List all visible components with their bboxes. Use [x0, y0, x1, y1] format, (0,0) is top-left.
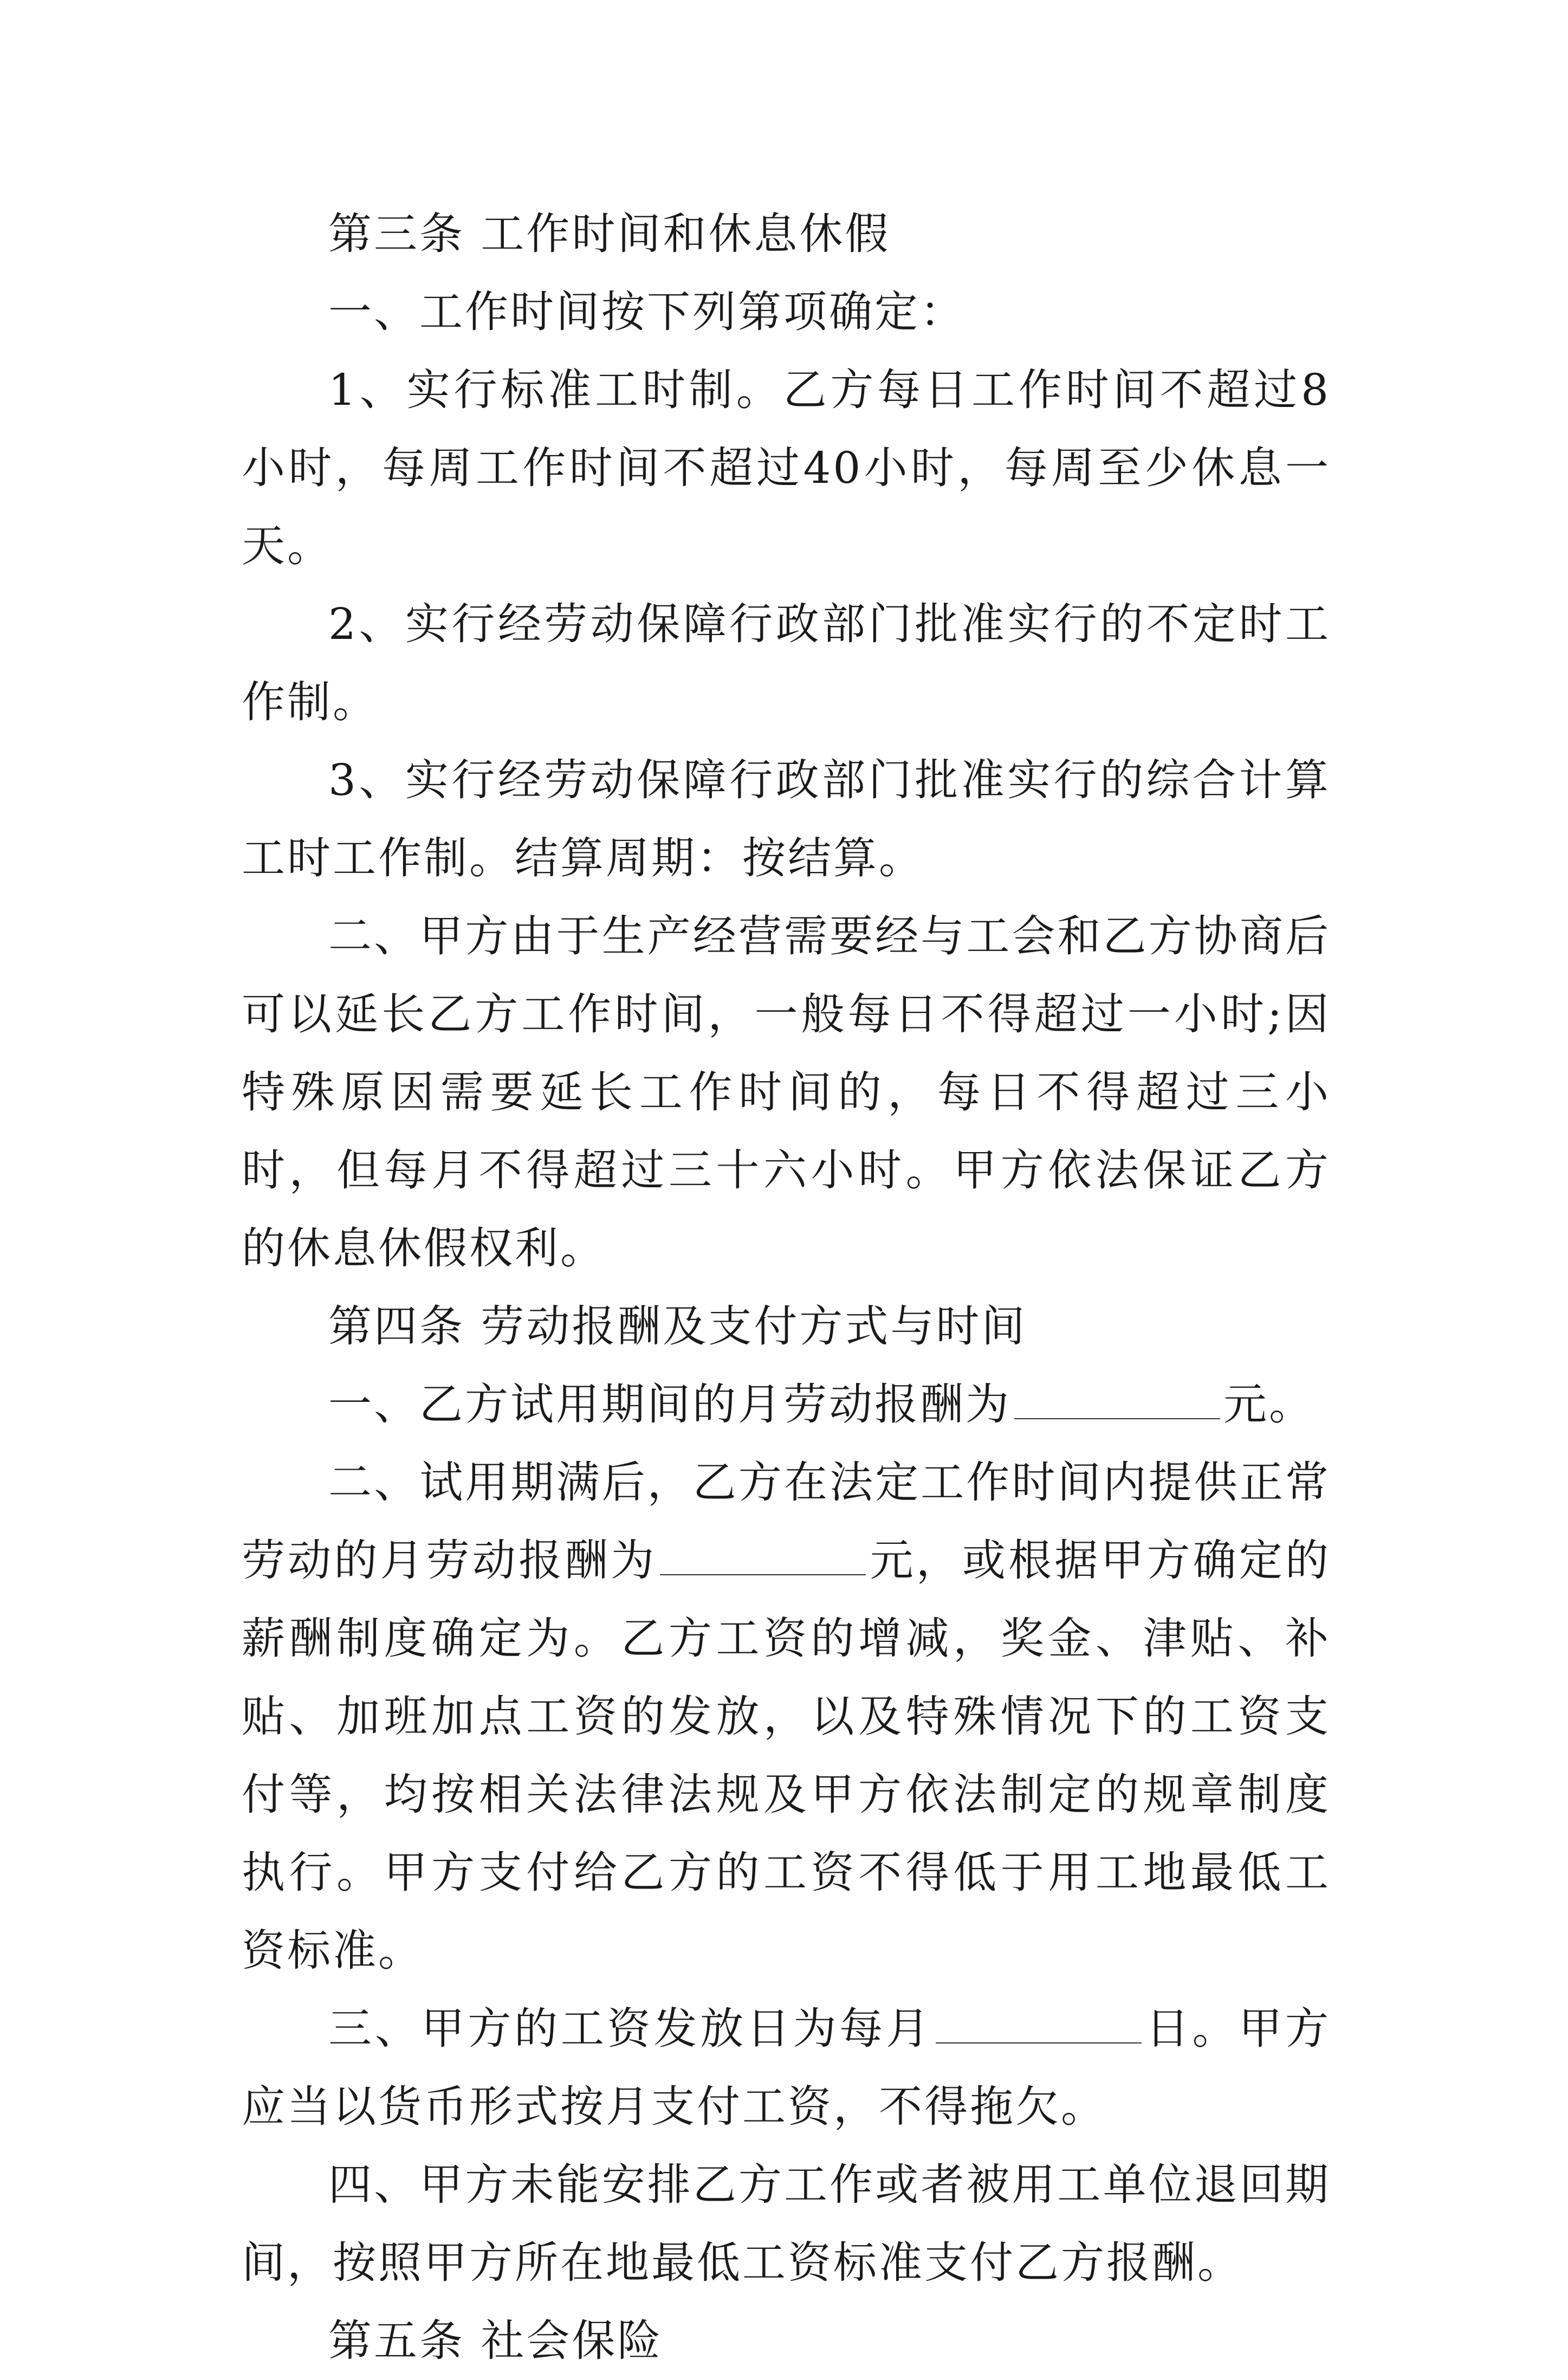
article-3-clause-1-item-3: 3、实行经劳动保障行政部门批准实行的综合计算工时工作制。结算周期：按结算。	[242, 755, 1331, 883]
regular-salary-blank[interactable]	[660, 1542, 866, 1575]
article-4-clause-3-text-before: 三、甲方的工资发放日为每月	[328, 2003, 932, 2054]
article-4-clause-3-text-after: 日。甲方应当以货币形式按月支付工资，不得拖欠。	[242, 2003, 1331, 2132]
article-4-clause-2	[242, 1444, 1331, 1990]
article-4-clause-4: 四、甲方未能安排乙方工作或者被用工单位退回期间，按照甲方所在地最低工资标准支付乙方报酬。	[242, 2159, 1331, 2288]
trial-salary-blank[interactable]	[1014, 1386, 1220, 1419]
payday-blank[interactable]	[936, 2010, 1142, 2043]
article-3-clause-2: 二、甲方由于生产经营需要经与工会和乙方协商后可以延长乙方工作时间，一般每日不得超过一小时;因特殊原因需要延长工作时间的，每日不得超过三小时，但每月不得超过三十六小时。甲方依法保证乙方的休息休假权利。	[242, 911, 1331, 1273]
article-5-title: 第五条 社会保险	[328, 2316, 663, 2366]
article-3-clause-1: 一、工作时间按下列第项确定：	[328, 287, 966, 337]
article-3-clause-1-item-2: 2、实行经劳动保障行政部门批准实行的不定时工作制。	[242, 599, 1331, 727]
article-3-clause-1-item-1: 1、实行标准工时制。乙方每日工作时间不超过8小时，每周工作时间不超过40小时，每周至少休息一天。	[242, 365, 1331, 571]
article-3-title: 第三条 工作时间和休息休假	[328, 209, 891, 259]
article-4-clause-2-text-before: 二、试用期满后，乙方在法定工作时间内提供正常劳动的月劳动报酬为	[242, 1457, 1331, 1586]
document-body	[242, 195, 1331, 2380]
article-4-title: 第四条 劳动报酬及支付方式与时间	[328, 1301, 1027, 1351]
article-4-clause-1-text-before: 一、乙方试用期间的月劳动报酬为	[328, 1379, 1011, 1430]
article-4-clause-3	[242, 1990, 1331, 2146]
article-4-clause-2-text-after: 元，或根据甲方确定的薪酬制度确定为。乙方工资的增减，奖金、津贴、补贴、加班加点工资的发放，以及特殊情况下的工资支付等，均按相关法律法规及甲方依法制定的规章制度执行。甲方支付给乙方的工资不得低于用工地最低工资标准。	[242, 1535, 1331, 1976]
article-4-clause-1	[242, 1366, 1331, 1444]
article-4-clause-1-text-after: 元。	[1223, 1379, 1314, 1430]
